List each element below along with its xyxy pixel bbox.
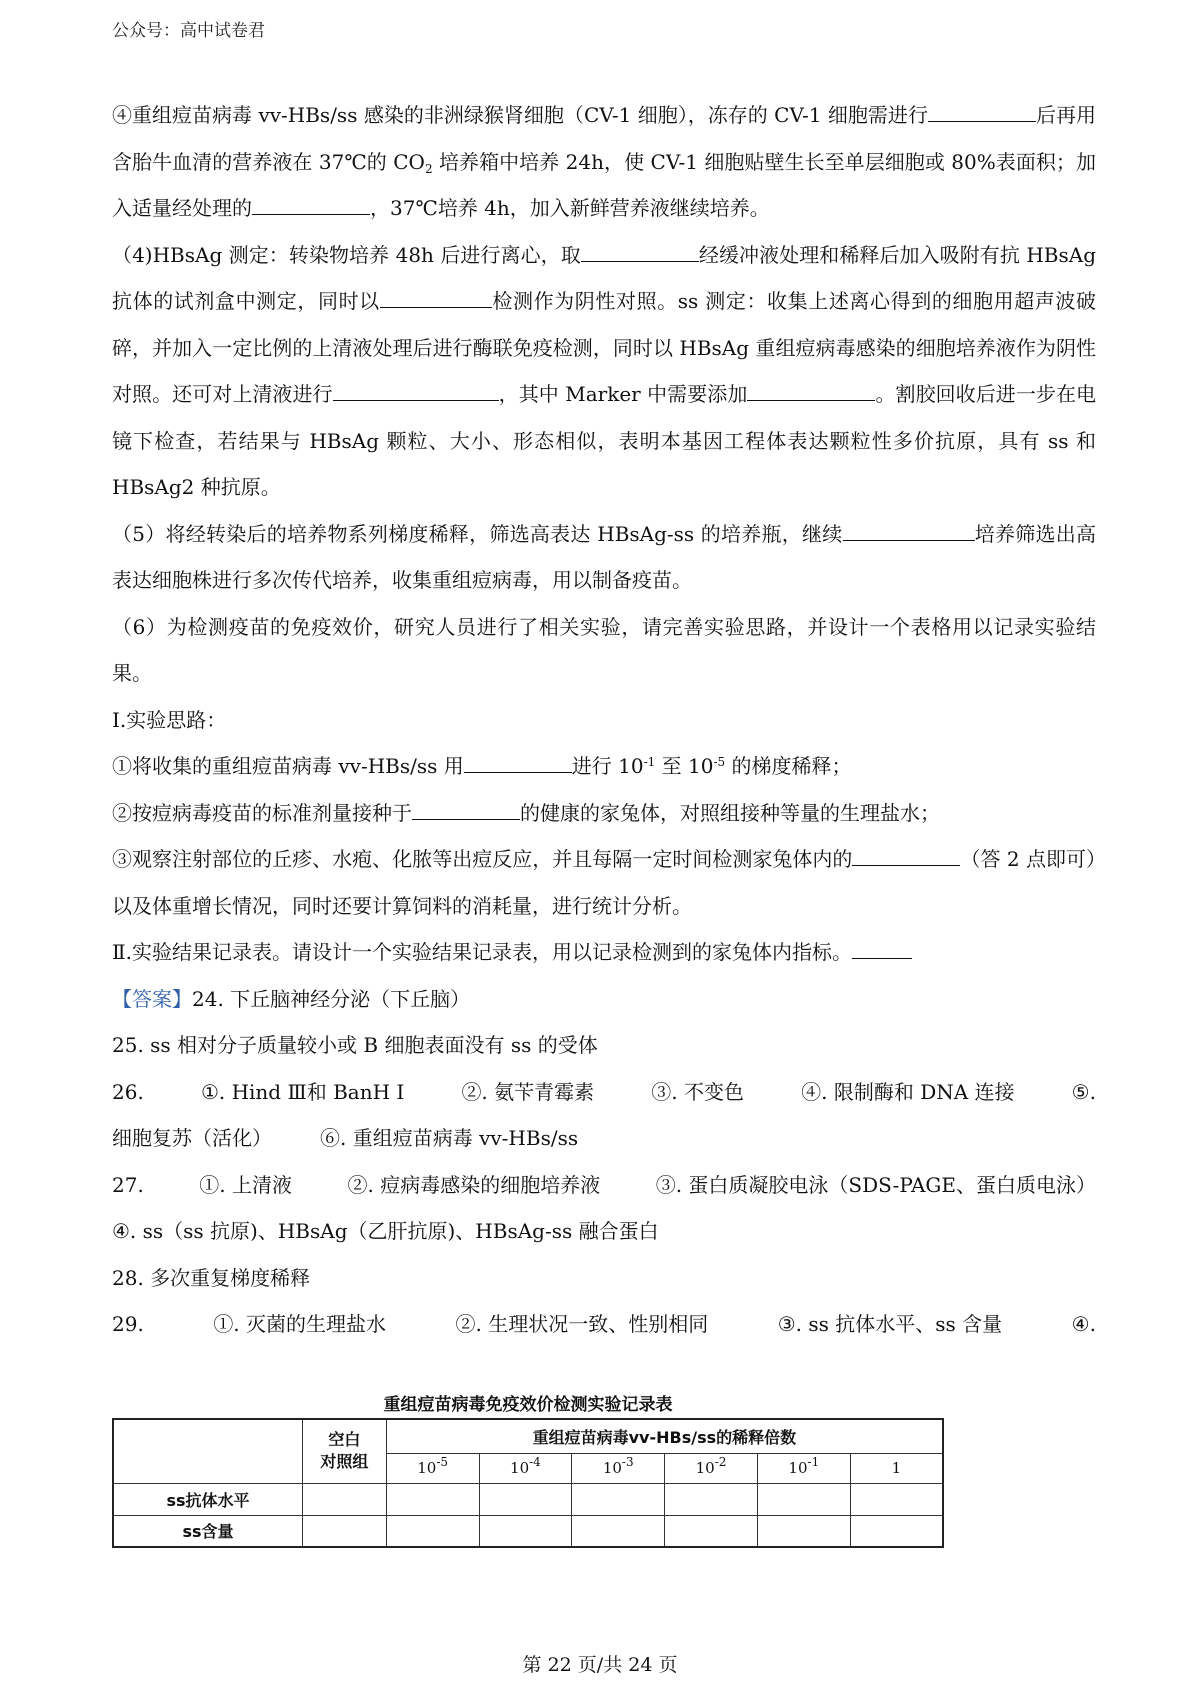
dilution-exp: -2	[714, 1455, 727, 1469]
answer-item: ④. 限制酶和 DNA 连接	[801, 1079, 1015, 1104]
result-title-text: Ⅱ.实验结果记录表。请设计一个实验结果记录表，用以记录检测到的家兔体内指标。	[112, 940, 852, 964]
answer-blank	[747, 376, 875, 401]
answer-26-row	[112, 1069, 1096, 1116]
dilution-cell	[757, 1453, 850, 1483]
q5-text: 培养筛选出高表达细胞株进行多次传代培养，收集重组痘病毒，用以制备疫苗。	[112, 521, 1097, 592]
step-text: 进行 10	[571, 754, 644, 778]
dilution-cell	[479, 1453, 572, 1483]
answer-blank	[928, 97, 1036, 122]
table-cell	[386, 1515, 479, 1547]
record-table-title: 重组痘苗病毒免疫效价检测实验记录表	[383, 1395, 673, 1415]
answer-item: ⑤.	[1071, 1079, 1096, 1104]
dilution-base: 1	[891, 1459, 902, 1477]
q4-text: 检测作为阴性对照。ss 测定：收集上述离心得到的细胞用超声波破碎，并加入一定比例的上清液处理后进行酶联免疫检测，同时以 HBsAg 重组痘病毒感染的细胞培养液作为阴性对照。还可对上清液进行	[112, 289, 1097, 406]
table-cell	[386, 1483, 479, 1515]
answer-item: ①. Hind Ⅲ和 BanH Ⅰ	[200, 1079, 405, 1104]
dilution-base: 10	[510, 1459, 530, 1477]
q3-item4	[112, 92, 1096, 232]
dilution-base: 10	[417, 1459, 437, 1477]
table-cell	[850, 1483, 943, 1515]
answer-text: 24. 下丘脑神经分泌（下丘脑）	[192, 986, 471, 1011]
answer-25: 25. ss 相对分子质量较小或 B 细胞表面没有 ss 的受体	[112, 1033, 598, 1057]
step-text: （答 2 点即可）以及体重增长情况，同时还要计算饲料的消耗量，进行统计分析。	[112, 847, 1096, 918]
dilution-base: 10	[602, 1459, 622, 1477]
answer-item: ③. ss 抗体水平、ss 含量	[777, 1312, 1003, 1336]
result-title	[112, 929, 1096, 976]
blank-control-label: 对照组	[320, 1452, 369, 1472]
page-header: 公众号：高中试卷君	[112, 21, 265, 41]
step-1	[112, 743, 1096, 790]
table-cell	[302, 1515, 386, 1547]
step-text: 的梯度稀释；	[725, 754, 852, 778]
answer-tag: 【答案】	[112, 986, 192, 1011]
answer-item: ③. 不变色	[651, 1079, 744, 1104]
answer-blank	[333, 376, 499, 401]
answer-27-cont: ④. ss（ss 抗原)、HBsAg（乙肝抗原)、HBsAg-ss 融合蛋白	[112, 1219, 659, 1243]
step-text: 至 10	[655, 754, 714, 778]
table-cell	[572, 1483, 665, 1515]
idea-title: I.实验思路：	[112, 707, 227, 732]
exponent: -1	[643, 755, 656, 769]
table-cell	[302, 1483, 386, 1515]
question-body	[112, 92, 1096, 1348]
answer-number: 29.	[112, 1312, 144, 1336]
table-cell	[572, 1515, 665, 1547]
q5-text: （5）将经转染后的培养物系列梯度稀释，筛选高表达 HBsAg-ss 的培养瓶，继续	[112, 521, 843, 546]
dilution-cell	[850, 1453, 943, 1483]
q3-item4-text: ④重组痘苗病毒 vv-HBs/ss 感染的非洲绿猴肾细胞（CV-1 细胞），冻存的 CV-1 细胞需进行	[112, 103, 928, 127]
dilution-cell	[572, 1453, 665, 1483]
step-text: ②按痘病毒疫苗的标准剂量接种于	[112, 800, 412, 825]
dilution-exp: -4	[529, 1455, 541, 1469]
page-footer: 第 22 页/共 24 页	[522, 1654, 678, 1676]
step-text: 的健康的家兔体，对照组接种等量的生理盐水；	[520, 800, 940, 825]
dilution-cell	[665, 1453, 758, 1483]
q3-item4-text: 培养箱中培养 24h，使 CV-1 细胞贴壁生长至单层细胞或 80%表面积；加入适量经处理的	[112, 149, 1096, 220]
step-text: ①将收集的重组痘苗病毒 vv-HBs/ss 用	[112, 754, 464, 778]
table-row	[113, 1483, 943, 1515]
q4-text: ，其中 Marker 中需要添加	[498, 382, 748, 406]
answer-item: ②. 氨苄青霉素	[461, 1079, 595, 1104]
step-2	[112, 790, 1096, 837]
blank-control-header	[302, 1419, 386, 1483]
q3-item4-text: 后再用含胎牛血清的营养液在 37℃的 CO	[112, 103, 1096, 174]
row-label: ss抗体水平	[113, 1483, 302, 1515]
q5	[112, 511, 1096, 604]
co2-subscript: 2	[424, 161, 433, 176]
answer-item: ①. 上清液	[199, 1172, 293, 1197]
dilution-cell	[386, 1453, 479, 1483]
q4-text: （4)HBsAg 测定：转染物培养 48h 后进行离心，取	[112, 242, 581, 267]
answer-29-row	[112, 1301, 1096, 1348]
answer-item: ⑥. 重组痘苗病毒 vv-HBs/ss	[320, 1126, 579, 1150]
answer-blank	[412, 795, 520, 820]
answer-blank	[852, 934, 912, 959]
dilution-exp: -3	[621, 1455, 634, 1469]
blank-control-label: 空白	[328, 1430, 361, 1450]
table-cell	[757, 1483, 850, 1515]
q4	[112, 232, 1096, 511]
row-label: ss含量	[113, 1515, 302, 1547]
exponent: -5	[713, 755, 726, 769]
step-3	[112, 836, 1096, 929]
answer-item: ④.	[1071, 1312, 1096, 1336]
answer-blank	[852, 841, 960, 866]
q6: （6）为检测疫苗的免疫效价，研究人员进行了相关实验，请完善实验思路，并设计一个表格用以记录实验结果。	[112, 614, 1096, 685]
answer-item: ①. 灭菌的生理盐水	[213, 1312, 387, 1336]
table-cell	[479, 1483, 572, 1515]
table-row	[113, 1515, 943, 1547]
q3-item4-text: ，37℃培养 4h，加入新鲜营养液继续培养。	[370, 196, 770, 220]
answer-number: 27.	[112, 1172, 144, 1197]
answer-number: 26.	[112, 1079, 144, 1104]
q4-text: 经缓冲液处理和稀释后加入吸附有抗 HBsAg 抗体的试剂盒中测定，同时以	[112, 242, 1097, 313]
answer-26-cont	[112, 1115, 1096, 1162]
answer-item: ②. 生理状况一致、性别相同	[455, 1312, 709, 1336]
corner-cell	[113, 1419, 302, 1483]
dilution-base: 10	[695, 1459, 715, 1477]
answer-item: 细胞复苏（活化）	[112, 1126, 272, 1150]
answer-24	[112, 976, 1096, 1023]
answer-blank	[843, 516, 975, 541]
answer-blank	[380, 283, 492, 308]
answer-blank	[252, 190, 370, 215]
answer-27-row	[112, 1162, 1096, 1209]
table-cell	[665, 1515, 758, 1547]
dilution-group-header: 重组痘苗病毒vv-HBs/ss的稀释倍数	[386, 1419, 943, 1453]
answer-blank	[464, 748, 572, 773]
table-cell	[850, 1515, 943, 1547]
dilution-exp: -5	[436, 1455, 449, 1469]
step-text: ③观察注射部位的丘疹、水疱、化脓等出痘反应，并且每隔一定时间检测家兔体内的	[112, 847, 853, 871]
dilution-base: 10	[788, 1459, 808, 1477]
table-cell	[665, 1483, 758, 1515]
answer-28: 28. 多次重复梯度稀释	[112, 1265, 311, 1290]
table-cell	[479, 1515, 572, 1547]
dilution-exp: -1	[807, 1455, 820, 1469]
answer-blank	[581, 237, 699, 262]
answer-item: ③. 蛋白质凝胶电泳（SDS-PAGE、蛋白质电泳）	[655, 1172, 1096, 1197]
answer-item: ②. 痘病毒感染的细胞培养液	[347, 1172, 601, 1197]
table-cell	[757, 1515, 850, 1547]
q4-text: 。割胶回收后进一步在电镜下检查，若结果与 HBsAg 颗粒、大小、形态相似，表明本基因工程体表达颗粒性多价抗原，具有 ss 和 HBsAg2 种抗原。	[112, 382, 1097, 499]
record-table	[112, 1418, 944, 1548]
